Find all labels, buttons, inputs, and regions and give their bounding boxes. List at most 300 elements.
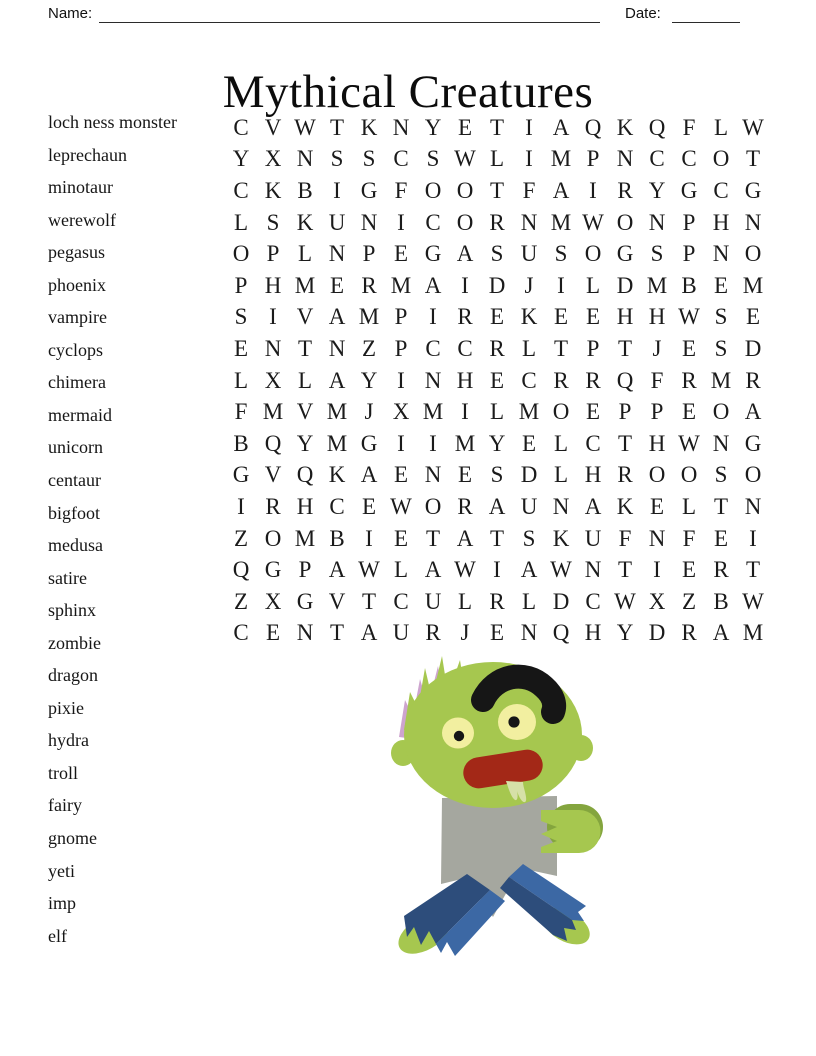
grid-cell: R (489, 335, 505, 361)
word-list-item: dragon (48, 665, 98, 686)
grid-cell: E (393, 462, 409, 488)
grid-cell: E (553, 304, 569, 330)
grid-cell: A (744, 399, 762, 425)
grid-cell: A (552, 177, 570, 203)
grid-cell: T (617, 335, 633, 361)
grid-cell: R (681, 620, 697, 646)
grid-cell: P (650, 399, 664, 425)
grid-cell: U (424, 588, 442, 614)
grid-cell: K (360, 114, 378, 140)
grid-cell: T (617, 430, 633, 456)
grid-cell: M (294, 525, 316, 551)
grid-cell: G (424, 241, 442, 267)
grid-cell: N (296, 620, 314, 646)
grid-cell: E (393, 241, 409, 267)
page-title: Mythical Creatures (222, 66, 594, 119)
grid-cell: D (744, 335, 762, 361)
word-list-item: vampire (48, 307, 107, 328)
grid-cell: C (393, 588, 409, 614)
grid-cell: E (681, 335, 697, 361)
grid-cell: M (390, 272, 412, 298)
zombie-clipart (375, 648, 675, 968)
grid-cell: N (584, 557, 602, 583)
grid-cell: I (525, 114, 533, 140)
grid-cell: S (426, 146, 440, 172)
grid-cell: N (360, 209, 378, 235)
grid-cell: N (712, 430, 730, 456)
grid-cell: M (326, 430, 348, 456)
grid-cell: Q (552, 620, 570, 646)
grid-cell: R (617, 462, 633, 488)
grid-cell: W (550, 557, 572, 583)
grid-cell: C (425, 209, 441, 235)
grid-cell: I (589, 177, 597, 203)
grid-cell: U (328, 209, 346, 235)
grid-cell: H (264, 272, 282, 298)
grid-cell: N (744, 209, 762, 235)
grid-cell: W (582, 209, 604, 235)
grid-cell: M (294, 272, 316, 298)
grid-cell: S (714, 335, 728, 361)
name-label: Name: (48, 5, 93, 22)
grid-cell: N (648, 525, 666, 551)
grid-cell: G (296, 588, 314, 614)
grid-cell: K (552, 525, 570, 551)
grid-cell: S (490, 241, 504, 267)
grid-cell: I (429, 304, 437, 330)
grid-cell: Y (360, 367, 378, 393)
grid-cell: W (742, 588, 764, 614)
grid-cell: W (390, 493, 412, 519)
grid-cell: J (652, 335, 662, 361)
grid-cell: T (489, 177, 505, 203)
grid-cell: Y (616, 620, 634, 646)
grid-cell: E (649, 493, 665, 519)
grid-cell: L (489, 146, 505, 172)
grid-cell: A (328, 367, 346, 393)
grid-cell: S (266, 209, 280, 235)
grid-cell: R (713, 557, 729, 583)
grid-cell: T (425, 525, 441, 551)
grid-cell: C (233, 620, 249, 646)
grid-cell: I (397, 209, 405, 235)
grid-cell: N (648, 209, 666, 235)
grid-cell: O (744, 241, 762, 267)
grid-cell: T (745, 557, 761, 583)
grid-cell: R (681, 367, 697, 393)
grid-cell: W (614, 588, 636, 614)
grid-cell: M (646, 272, 668, 298)
grid-cell: E (361, 493, 377, 519)
grid-cell: B (713, 588, 729, 614)
grid-cell: P (586, 146, 600, 172)
grid-cell: G (744, 430, 762, 456)
grid-cell: T (361, 588, 377, 614)
grid-cell: T (297, 335, 313, 361)
grid-cell: L (457, 588, 473, 614)
grid-cell: H (584, 462, 602, 488)
grid-cell: Z (361, 335, 377, 361)
grid-cell: D (520, 462, 538, 488)
grid-cell: O (584, 241, 602, 267)
grid-cell: L (393, 557, 409, 583)
word-list-item: medusa (48, 535, 103, 556)
grid-cell: K (264, 177, 282, 203)
grid-cell: H (616, 304, 634, 330)
grid-cell: F (234, 399, 248, 425)
grid-cell: U (584, 525, 602, 551)
grid-cell: P (394, 304, 408, 330)
grid-cell: E (233, 335, 249, 361)
grid-cell: I (557, 272, 565, 298)
grid-cell: L (713, 114, 729, 140)
grid-cell: C (585, 430, 601, 456)
grid-cell: V (264, 462, 282, 488)
grid-cell: G (616, 241, 634, 267)
grid-cell: L (553, 430, 569, 456)
grid-cell: O (712, 399, 730, 425)
grid-cell: N (712, 241, 730, 267)
grid-cell: E (681, 557, 697, 583)
grid-cell: C (233, 114, 249, 140)
grid-cell: Y (296, 430, 314, 456)
grid-cell: I (397, 367, 405, 393)
grid-cell: A (360, 462, 378, 488)
grid-cell: Y (488, 430, 506, 456)
grid-cell: C (713, 177, 729, 203)
grid-cell: A (424, 272, 442, 298)
grid-cell: K (616, 493, 634, 519)
grid-cell: X (264, 588, 282, 614)
grid-cell: E (457, 462, 473, 488)
grid-cell: E (489, 304, 505, 330)
grid-cell: B (329, 525, 345, 551)
grid-cell: O (264, 525, 282, 551)
grid-cell: N (744, 493, 762, 519)
grid-cell: L (297, 241, 313, 267)
grid-cell: H (456, 367, 474, 393)
grid-cell: S (522, 525, 536, 551)
word-list-item: pixie (48, 697, 84, 718)
grid-cell: M (518, 399, 540, 425)
grid-cell: C (457, 335, 473, 361)
grid-cell: O (712, 146, 730, 172)
grid-cell: O (424, 177, 442, 203)
grid-cell: Q (616, 367, 634, 393)
grid-cell: H (648, 304, 666, 330)
grid-cell: R (489, 209, 505, 235)
grid-cell: Y (232, 146, 250, 172)
date-blank-line (672, 21, 740, 23)
grid-cell: Q (584, 114, 602, 140)
grid-cell: O (744, 462, 762, 488)
grid-cell: P (298, 557, 312, 583)
grid-cell: M (550, 146, 572, 172)
grid-cell: U (520, 493, 538, 519)
grid-cell: J (364, 399, 374, 425)
grid-cell: K (616, 114, 634, 140)
grid-cell: M (550, 209, 572, 235)
word-list-item: unicorn (48, 437, 103, 458)
word-list-item: hydra (48, 730, 89, 751)
word-list-item: loch ness monster (48, 112, 177, 132)
grid-cell: P (362, 241, 376, 267)
grid-cell: I (365, 525, 373, 551)
grid-cell: R (265, 493, 281, 519)
grid-cell: P (682, 209, 696, 235)
grid-cell: V (296, 399, 314, 425)
grid-cell: O (456, 209, 474, 235)
grid-cell: H (296, 493, 314, 519)
grid-cell: N (616, 146, 634, 172)
grid-cell: I (397, 430, 405, 456)
word-list-item: cyclops (48, 339, 103, 360)
grid-cell: P (394, 335, 408, 361)
grid-cell: X (648, 588, 666, 614)
grid-cell: N (520, 209, 538, 235)
grid-cell: M (742, 272, 764, 298)
grid-cell: I (269, 304, 277, 330)
word-list-item: phoenix (48, 274, 106, 295)
grid-cell: G (264, 557, 282, 583)
grid-cell: F (394, 177, 408, 203)
grid-cell: N (264, 335, 282, 361)
grid-cell: F (618, 525, 632, 551)
grid-cell: L (585, 272, 601, 298)
grid-cell: R (361, 272, 377, 298)
letter-grid (225, 112, 769, 649)
grid-cell: A (424, 557, 442, 583)
grid-cell: I (653, 557, 661, 583)
grid-cell: R (617, 177, 633, 203)
grid-cell: A (584, 493, 602, 519)
grid-cell: A (552, 114, 570, 140)
word-list-item: elf (48, 925, 67, 946)
word-list-item: werewolf (48, 209, 116, 230)
grid-cell: H (648, 430, 666, 456)
grid-cell: M (358, 304, 380, 330)
grid-cell: D (552, 588, 570, 614)
grid-cell: C (425, 335, 441, 361)
word-list-item: centaur (48, 470, 101, 491)
grid-cell: C (233, 177, 249, 203)
grid-cell: K (296, 209, 314, 235)
grid-cell: T (617, 557, 633, 583)
grid-cell: K (328, 462, 346, 488)
grid-cell: S (554, 241, 568, 267)
grid-cell: L (521, 588, 537, 614)
grid-cell: T (329, 114, 345, 140)
grid-cell: I (333, 177, 341, 203)
grid-cell: O (424, 493, 442, 519)
grid-cell: W (742, 114, 764, 140)
grid-cell: T (489, 114, 505, 140)
grid-cell: N (552, 493, 570, 519)
grid-cell: L (681, 493, 697, 519)
grid-cell: I (461, 399, 469, 425)
grid-cell: E (585, 399, 601, 425)
grid-cell: E (521, 430, 537, 456)
grid-cell: A (328, 304, 346, 330)
grid-cell: N (520, 620, 538, 646)
grid-cell: J (460, 620, 470, 646)
grid-cell: A (520, 557, 538, 583)
grid-cell: I (237, 493, 245, 519)
word-list-item: gnome (48, 828, 97, 849)
grid-cell: W (358, 557, 380, 583)
grid-cell: M (742, 620, 764, 646)
grid-cell: I (525, 146, 533, 172)
grid-cell: C (329, 493, 345, 519)
grid-cell: L (521, 335, 537, 361)
grid-cell: Z (233, 588, 249, 614)
grid-cell: C (649, 146, 665, 172)
grid-cell: X (264, 367, 282, 393)
grid-cell: R (489, 588, 505, 614)
grid-cell: S (650, 241, 664, 267)
grid-cell: Q (232, 557, 250, 583)
grid-cell: W (678, 304, 700, 330)
grid-cell: N (328, 335, 346, 361)
zombie-pupil-left (454, 731, 464, 741)
grid-cell: W (454, 557, 476, 583)
grid-cell: V (264, 114, 282, 140)
word-list-item: minotaur (48, 177, 113, 198)
word-list-item: fairy (48, 795, 82, 816)
grid-cell: R (745, 367, 761, 393)
grid-cell: N (424, 462, 442, 488)
grid-cell: L (489, 399, 505, 425)
word-list-item: chimera (48, 372, 106, 393)
grid-cell: E (713, 525, 729, 551)
word-list-item: bigfoot (48, 502, 100, 523)
grid-cell: Y (424, 114, 442, 140)
grid-cell: O (552, 399, 570, 425)
grid-cell: R (425, 620, 441, 646)
grid-cell: I (429, 430, 437, 456)
grid-cell: W (678, 430, 700, 456)
grid-cell: K (520, 304, 538, 330)
grid-cell: E (489, 620, 505, 646)
word-list-item: imp (48, 893, 77, 914)
word-list-item: leprechaun (48, 144, 127, 165)
grid-cell: Y (648, 177, 666, 203)
grid-cell: M (262, 399, 284, 425)
grid-cell: F (682, 525, 696, 551)
word-list-item: pegasus (48, 242, 105, 263)
grid-cell: I (461, 272, 469, 298)
grid-cell: T (553, 335, 569, 361)
grid-cell: A (328, 557, 346, 583)
grid-cell: N (296, 146, 314, 172)
grid-cell: X (392, 399, 410, 425)
grid-cell: S (330, 146, 344, 172)
grid-cell: I (493, 557, 501, 583)
grid-cell: F (650, 367, 664, 393)
grid-cell: W (454, 146, 476, 172)
grid-cell: E (585, 304, 601, 330)
grid-cell: U (392, 620, 410, 646)
grid-cell: C (393, 146, 409, 172)
grid-cell: T (329, 620, 345, 646)
grid-cell: E (745, 304, 761, 330)
grid-cell: E (681, 399, 697, 425)
grid-cell: N (424, 367, 442, 393)
grid-cell: Z (233, 525, 249, 551)
grid-cell: W (294, 114, 316, 140)
grid-cell: A (712, 620, 730, 646)
grid-cell: H (584, 620, 602, 646)
grid-cell: A (360, 620, 378, 646)
grid-cell: E (393, 525, 409, 551)
grid-cell: L (233, 367, 249, 393)
grid-cell: R (553, 367, 569, 393)
grid-cell: N (328, 241, 346, 267)
grid-cell: A (456, 525, 474, 551)
grid-cell: N (392, 114, 410, 140)
grid-cell: O (648, 462, 666, 488)
grid-cell: G (680, 177, 698, 203)
grid-cell: D (616, 272, 634, 298)
grid-cell: P (266, 241, 280, 267)
grid-cell: U (520, 241, 538, 267)
grid-cell: G (744, 177, 762, 203)
grid-cell: M (326, 399, 348, 425)
grid-cell: C (585, 588, 601, 614)
grid-cell: D (648, 620, 666, 646)
word-list-item: mermaid (48, 404, 112, 425)
grid-cell: R (457, 304, 473, 330)
grid-cell: C (681, 146, 697, 172)
grid-cell: L (233, 209, 249, 235)
grid-cell: H (712, 209, 730, 235)
grid-cell: E (457, 114, 473, 140)
grid-cell: P (586, 335, 600, 361)
grid-cell: Z (681, 588, 697, 614)
grid-cell: Q (264, 430, 282, 456)
grid-cell: G (232, 462, 250, 488)
grid-cell: M (710, 367, 732, 393)
grid-cell: F (682, 114, 696, 140)
grid-cell: P (234, 272, 248, 298)
zombie-pupil-right (508, 716, 519, 727)
grid-cell: L (553, 462, 569, 488)
grid-cell: S (234, 304, 248, 330)
grid-cell: R (457, 493, 473, 519)
grid-cell: P (618, 399, 632, 425)
grid-cell: T (713, 493, 729, 519)
grid-cell: O (680, 462, 698, 488)
zombie-arm (541, 810, 601, 853)
grid-cell: D (488, 272, 506, 298)
grid-cell: X (264, 146, 282, 172)
grid-cell: B (297, 177, 313, 203)
grid-cell: V (296, 304, 314, 330)
word-list-item: zombie (48, 632, 101, 653)
grid-cell: O (456, 177, 474, 203)
grid-cell: A (488, 493, 506, 519)
word-list-item: troll (48, 762, 78, 783)
grid-cell: T (745, 146, 761, 172)
grid-cell: G (360, 177, 378, 203)
grid-cell: T (489, 525, 505, 551)
grid-cell: E (489, 367, 505, 393)
grid-cell: E (329, 272, 345, 298)
word-list (48, 106, 177, 952)
grid-cell: S (490, 462, 504, 488)
grid-cell: J (524, 272, 534, 298)
grid-cell: C (521, 367, 537, 393)
